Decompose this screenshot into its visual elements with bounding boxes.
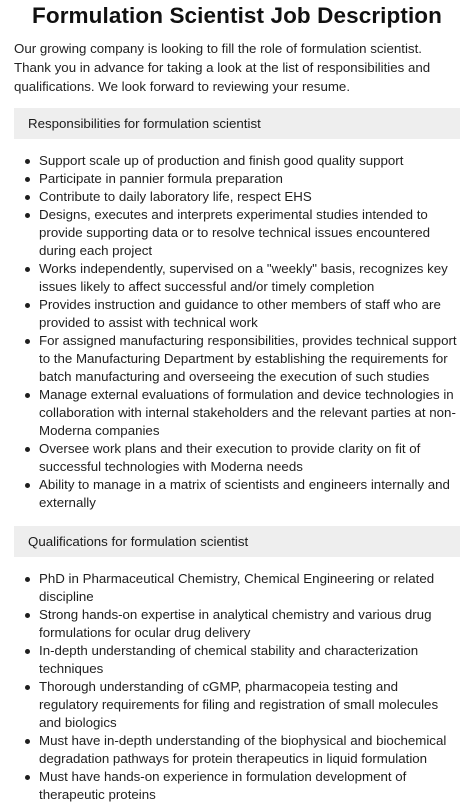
list-item: Contribute to daily laboratory life, respect EHS xyxy=(24,188,460,206)
intro-paragraph: Our growing company is looking to fill the role of formulation scientist. Thank you in advance for taking a look at the list of responsibilities and qualifications. We look forward to reviewing your resume. xyxy=(14,41,431,94)
list-item: Participate in pannier formula preparation xyxy=(24,170,460,188)
list-item: Designs, executes and interprets experimental studies intended to provide supporting data or to resolve technical issues encountered during each project xyxy=(24,206,460,260)
list-item: Strong hands-on expertise in analytical chemistry and various drug formulations for ocular drug delivery xyxy=(24,606,460,642)
list-item: Must have hands-on experience in formulation development of therapeutic proteins xyxy=(24,768,460,804)
qualifications-list xyxy=(14,570,460,804)
list-item: Oversee work plans and their execution to provide clarity on fit of successful technologies with Moderna needs xyxy=(24,440,460,476)
list-item: Support scale up of production and finish good quality support xyxy=(24,152,460,170)
list-item: Manage external evaluations of formulation and device technologies in collaboration with internal stakeholders and the relevant parties at non-Moderna companies xyxy=(24,386,460,440)
qualifications-heading: Qualifications for formulation scientist xyxy=(14,526,460,557)
list-item: For assigned manufacturing responsibilities, provides technical support to the Manufacturing Department by establishing the requirements for batch manufacturing and overseeing the execution of such studies xyxy=(24,332,460,386)
list-item: PhD in Pharmaceutical Chemistry, Chemical Engineering or related discipline xyxy=(24,570,460,606)
responsibilities-heading: Responsibilities for formulation scientist xyxy=(14,108,460,139)
page-title: Formulation Scientist Job Description xyxy=(32,3,442,28)
list-item: Provides instruction and guidance to other members of staff who are provided to assist with technical work xyxy=(24,296,460,332)
responsibilities-list xyxy=(14,152,460,512)
list-item: Ability to manage in a matrix of scientists and engineers internally and externally xyxy=(24,476,460,512)
list-item: Must have in-depth understanding of the biophysical and biochemical degradation pathways for protein therapeutics in liquid formulation xyxy=(24,732,460,768)
list-item: In-depth understanding of chemical stability and characterization techniques xyxy=(24,642,460,678)
list-item: Works independently, supervised on a "weekly" basis, recognizes key issues likely to affect successful and/or timely completion xyxy=(24,260,460,296)
list-item: Thorough understanding of cGMP, pharmacopeia testing and regulatory requirements for filing and registration of small molecules and biologics xyxy=(24,678,460,732)
